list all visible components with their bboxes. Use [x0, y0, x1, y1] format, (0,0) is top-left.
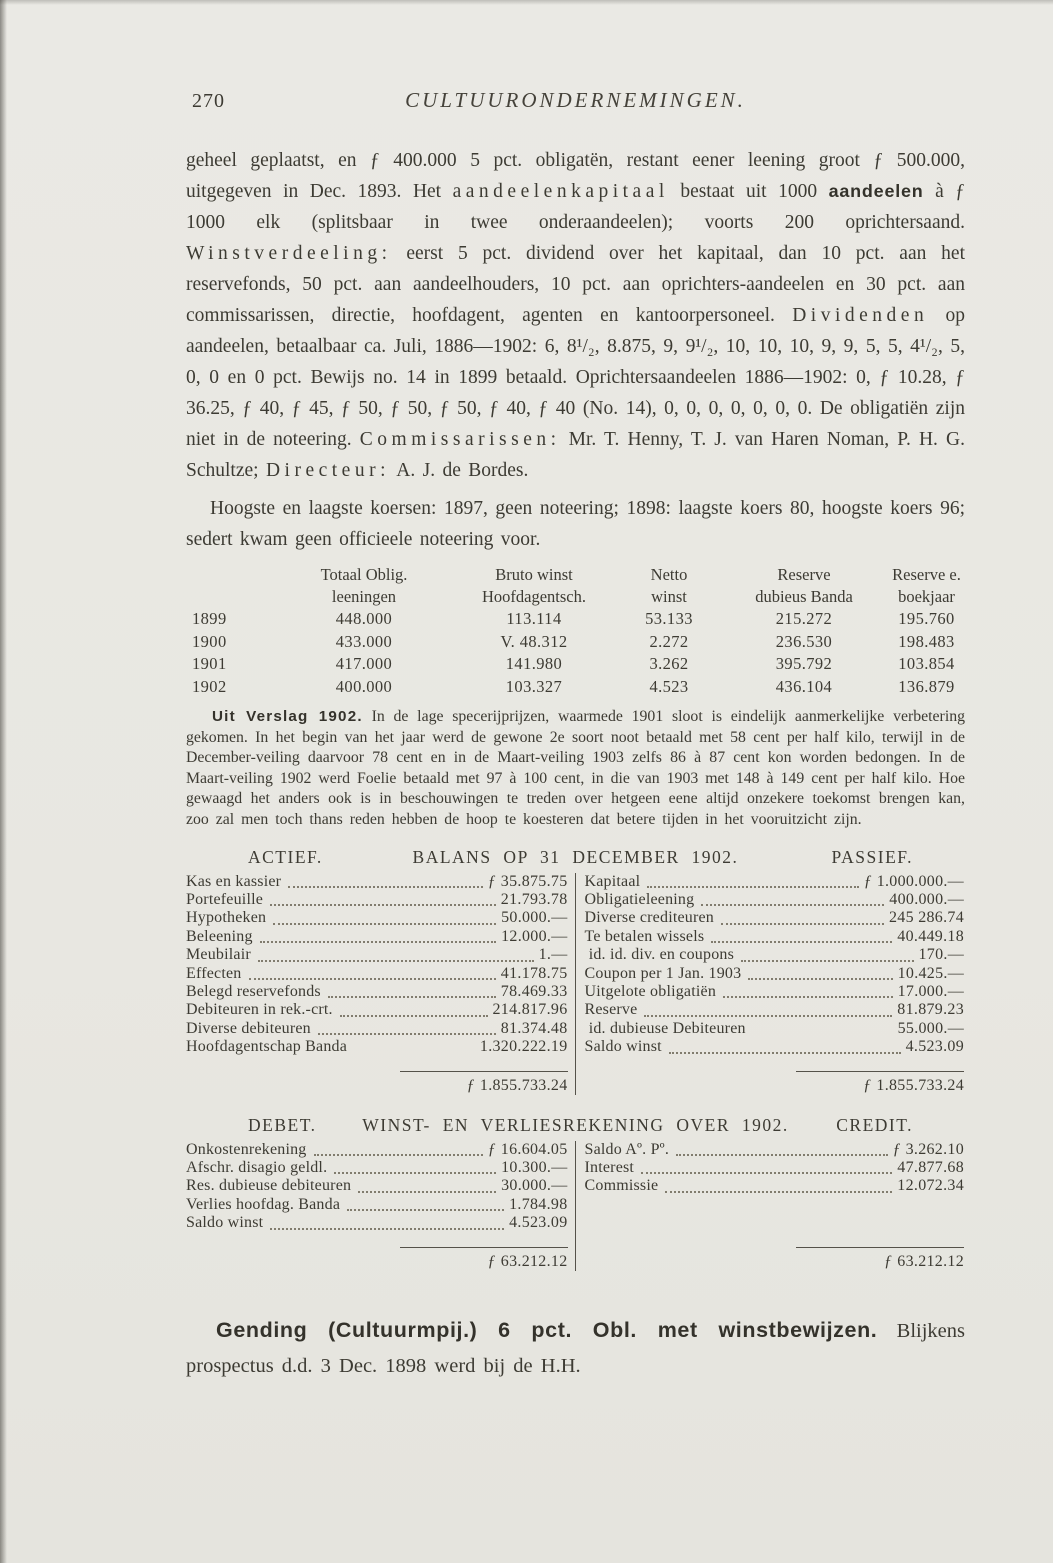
florin-sign: ƒ: [883, 1252, 893, 1270]
florin-sign: ƒ: [863, 872, 872, 890]
header-line: Netto: [650, 565, 688, 584]
ledger-amount: 81.879.23: [897, 1001, 964, 1019]
ledger-row: [585, 1159, 965, 1177]
ledger-label: Diverse crediteuren: [584, 909, 715, 927]
text-segment: geheel geplaatst, en ƒ 400.000 5 pct. obligatën, restant eener leening groot ƒ 500.000, uitgegeven in Dec. 1893. Het: [186, 150, 965, 202]
header-line: Hoofdagentsch.: [481, 587, 586, 606]
dotted-leader: [347, 1209, 504, 1211]
ledger-label: Interest: [584, 1158, 635, 1176]
ledger-row: [186, 946, 568, 964]
ledger-row: [585, 1001, 965, 1019]
gending-paragraph: [186, 1313, 965, 1384]
text-segment: A. J. de Bordes.: [390, 460, 529, 481]
ledger-row: [585, 928, 965, 946]
text-segment: Gending (Cultuurmpij.) 6 pct. Obl. met winstbewijzen.: [216, 1317, 878, 1342]
balans-title-passief: PASSIEF.: [831, 846, 913, 867]
ledger-label: id. id. div. en coupons: [584, 946, 735, 964]
ledger-amount: 55.000.—: [897, 1019, 964, 1037]
ledger-amount: 21.793.78: [500, 890, 568, 908]
ledger-row: [186, 1214, 568, 1232]
dotted-leader: [318, 1033, 496, 1035]
ledger-label: Hoofdagentschap Banda: [186, 1038, 348, 1056]
ledger-amount: 245 286.74: [889, 909, 964, 927]
dotted-leader: [258, 960, 534, 962]
value-cell: 433.000: [335, 631, 393, 651]
ledger-amount: 1.000.000.—: [876, 872, 964, 890]
koersen-paragraph: Hoogste en laagste koersen: 1897, geen noteering; 1898: laagste koers 80, hoogste koers 96; sedert kwam geen officieele noteering voor.: [186, 498, 965, 550]
balans-title-actief: ACTIEF.: [248, 846, 323, 867]
dotted-leader: [273, 923, 496, 925]
wv-debet-column: [186, 1141, 576, 1271]
year-table: [186, 564, 965, 698]
ledger-amount: 81.374.48: [500, 1019, 568, 1037]
ledger-label: Uitgelote obligatiën: [584, 983, 717, 1000]
dotted-leader: [711, 941, 892, 943]
ledger-label: Hypotheken: [186, 909, 267, 927]
ledger-amount: 40.449.18: [897, 927, 964, 945]
ledger-amount: 10.425.—: [897, 964, 964, 982]
text-segment: Winstverdeeling:: [186, 243, 392, 264]
ledger-label: Effecten: [186, 964, 242, 982]
year-table-header: [450, 564, 618, 608]
value-cell: 448.000: [335, 609, 393, 628]
text-segment: Commissarissen:: [359, 429, 561, 450]
value-cell: 141.980: [505, 654, 563, 673]
header-line: winst: [651, 587, 687, 606]
ledger-amount: 12.072.34: [897, 1177, 964, 1195]
ledger-label: Meubilair: [186, 946, 251, 964]
header-line: Totaal Oblig.: [320, 565, 408, 584]
ledger-label: Saldo winst: [186, 1214, 264, 1232]
text-segment: aandeelenkapitaal: [452, 181, 669, 202]
ledger-amount: 1.320.222.19: [479, 1038, 568, 1056]
ledger-row: [585, 965, 965, 983]
dotted-leader: [358, 1191, 496, 1193]
ledger-amount: 4.523.09: [905, 1038, 964, 1056]
total-amount: 1.855.733.24: [479, 1076, 568, 1094]
year-table-row: [186, 653, 965, 676]
dotted-leader: [647, 886, 858, 888]
ledger-row: [186, 1159, 568, 1177]
dotted-leader: [328, 996, 496, 998]
value-cell: 395.792: [775, 654, 833, 673]
balans-actief-column: [186, 873, 576, 1095]
ledger-label: Portefeuille: [186, 890, 264, 908]
ledger-row: [585, 891, 965, 909]
dotted-leader: [260, 941, 496, 943]
header-line: dubieus Banda: [755, 587, 853, 606]
wv-credit-rows: [585, 1141, 965, 1234]
ledger-row: [186, 1020, 568, 1038]
dotted-leader: [644, 1015, 892, 1017]
text-segment: Blijkens prospectus d.d. 3 Dec. 1898 werd bij de H.H.: [186, 1319, 966, 1377]
ledger-row: [186, 983, 568, 1001]
year-cell: 1900: [192, 631, 227, 651]
year-table-header: [278, 564, 450, 608]
value-cell: 103.854: [898, 654, 955, 673]
year-cell: 1902: [192, 676, 227, 696]
florin-sign: ƒ: [863, 1076, 872, 1094]
florin-sign: ƒ: [466, 1076, 475, 1094]
dotted-leader: [748, 978, 892, 980]
dotted-leader: [270, 1228, 504, 1230]
ledger-amount: 3.262.10: [905, 1140, 964, 1158]
ledger-row: [186, 909, 568, 927]
verslag-paragraph: [186, 707, 965, 831]
ledger-label: Commissie: [584, 1177, 659, 1195]
balans-ledger: [186, 873, 965, 1095]
value-cell: 136.879: [898, 676, 955, 696]
value-cell: 198.483: [898, 631, 955, 651]
ledger-amount: 30.000.—: [501, 1177, 568, 1195]
balans-actief-rows: [186, 873, 568, 1058]
ledger-row: [585, 983, 965, 1001]
wv-credit-total: [796, 1247, 964, 1271]
ledger-label: id. dubieuse Debiteuren: [584, 1019, 746, 1037]
year-table-header-row: [186, 564, 965, 608]
header-line: Bruto winst: [495, 565, 573, 584]
year-table-row: [186, 631, 965, 654]
text-segment: eerst 5 pct. dividend over het kapitaal, dan 10 pct. aan het reservefonds, 50 pct. aan aandeelhouders, 10 pct. aan oprichters-aandeelen en 30 pct. aan commissarissen, directie, hoofdagent, agenten en kantoorpersoneel.: [186, 243, 965, 326]
florin-sign: ƒ: [487, 1140, 496, 1158]
ledger-amount: 78.469.33: [500, 983, 568, 1000]
ledger-row: [585, 1141, 965, 1159]
total-amount: 63.212.12: [500, 1252, 568, 1270]
ledger-label: Res. dubieuse debiteuren: [186, 1177, 352, 1195]
page-number: 270: [192, 90, 225, 112]
ledger-row: [585, 946, 965, 964]
ledger-row: [186, 873, 568, 891]
text-segment: Directeur:: [265, 460, 390, 481]
value-cell: 236.530: [775, 631, 833, 651]
year-table-row: [186, 608, 965, 631]
ledger-label: Debiteuren in rek.-crt.: [186, 1001, 333, 1019]
value-cell: 400.000: [335, 676, 393, 696]
value-cell: 215.272: [775, 609, 833, 628]
wv-title-debet: DEBET.: [248, 1114, 317, 1135]
text-segment: aandeelen: [828, 181, 924, 201]
text-segment: bestaat uit 1000: [668, 181, 829, 202]
ledger-amount: 47.877.68: [897, 1158, 964, 1176]
florin-sign: ƒ: [892, 1140, 901, 1158]
dotted-leader: [334, 1172, 496, 1174]
ledger-amount: 16.604.05: [500, 1140, 568, 1158]
year-cell: 1899: [192, 609, 227, 628]
ledger-amount: 1.784.98: [509, 1195, 568, 1213]
ledger-amount: 12.000.—: [501, 927, 568, 945]
book-page: [186, 0, 965, 1384]
ledger-row: [186, 891, 568, 909]
dotted-leader: [701, 904, 884, 906]
ledger-label: Onkostenrekening: [186, 1140, 307, 1158]
ledger-amount: 170.—: [918, 946, 964, 964]
ledger-row: [585, 909, 965, 927]
value-cell: 3.262: [649, 654, 689, 673]
ledger-amount: 1.—: [538, 946, 568, 964]
dotted-leader: [665, 1191, 892, 1193]
text-segment: op aandeelen, betaalbaar ca. Juli, 1886—1902: 6, 8¹/₂, 8.875, 9, 9¹/₂, 10, 10, 10, 9, 9, 5, 5, 4¹/₂, 5, 0, 0 en 0 pct. Bewijs no. 14 in 1899 betaald. Oprichtersaandeelen 1886—1902: 0, ƒ 10.28, ƒ 36.25, ƒ 40, ƒ 45, ƒ 50, ƒ 50, ƒ 50, ƒ 40, ƒ 40 (No. 14), 0, 0, 0, 0, 0, 0, 0. De obligatiën zijn niet in de noteering.: [186, 305, 965, 450]
ledger-label: Saldo Aº. Pº.: [584, 1140, 670, 1158]
balans-actief-total: [400, 1071, 568, 1095]
ledger-label: Kapitaal: [584, 872, 641, 890]
ledger-label: Diverse debiteuren: [186, 1019, 311, 1037]
wv-debet-total: [400, 1247, 568, 1271]
text-segment: Mr. T. Henny, T. J. van Haren Noman, P. H. G. Schultze;: [186, 429, 965, 481]
ledger-row: [585, 1177, 965, 1195]
header-line: boekjaar: [898, 587, 955, 606]
value-cell: 436.104: [775, 676, 833, 696]
year-cell: 1901: [192, 654, 227, 673]
ledger-row: [186, 1177, 568, 1195]
ledger-label: Te betalen wissels: [584, 927, 705, 945]
header-line: Reserve: [777, 565, 831, 584]
balans-title-center: BALANS OP 31 DECEMBER 1902.: [412, 846, 739, 867]
wv-ledger: [186, 1141, 965, 1271]
ledger-row: [585, 1038, 965, 1056]
balans-titles: [186, 847, 965, 868]
dotted-leader: [676, 1154, 888, 1156]
year-table-header: [618, 564, 720, 608]
ledger-label: Kas en kassier: [186, 872, 282, 890]
text-segment: Dividenden: [792, 305, 929, 326]
ledger-row: [186, 1141, 568, 1159]
ledger-label: Belegd reservefonds: [186, 983, 321, 1000]
ledger-label: Verlies hoofdag. Banda: [186, 1195, 341, 1213]
ledger-amount: 41.178.75: [500, 964, 568, 982]
dotted-leader: [723, 996, 893, 998]
ledger-amount: 35.875.75: [500, 872, 568, 890]
value-cell: 53.133: [645, 609, 693, 628]
ledger-row: [186, 1196, 568, 1214]
value-cell: 103.327: [505, 676, 563, 696]
running-head: [186, 88, 965, 118]
value-cell: 195.760: [898, 609, 955, 628]
dotted-leader: [340, 1015, 488, 1017]
dotted-leader: [249, 978, 496, 980]
ledger-label: Obligatieleening: [584, 890, 695, 908]
ledger-row: [186, 928, 568, 946]
dotted-leader: [741, 960, 913, 962]
ledger-label: Beleening: [186, 927, 253, 945]
wv-credit-column: [576, 1141, 966, 1271]
intro-paragraph: [186, 145, 965, 486]
ledger-row: [585, 873, 965, 891]
florin-sign: ƒ: [487, 1252, 496, 1270]
dotted-leader: [288, 886, 483, 888]
year-table-header: [888, 564, 965, 608]
year-table-header: [186, 564, 278, 608]
value-cell: 417.000: [335, 654, 393, 673]
dotted-leader: [641, 1172, 892, 1174]
wv-titles: [186, 1115, 965, 1136]
value-cell: 2.272: [649, 631, 689, 651]
wv-title-credit: CREDIT.: [836, 1114, 913, 1135]
balans-passief-rows: [585, 873, 965, 1058]
ledger-amount: 17.000.—: [897, 983, 964, 1000]
balans-passief-column: [576, 873, 966, 1095]
year-table-row: [186, 676, 965, 699]
verslag-text: In de lage specerijprijzen, waarmede 1901 sloot is eindelijk aanmerkelijke verbetering gekomen. In het begin van het jaar werd de gewone 2e soort noot betaald met 58 cent per half kilo, terwijl in de December-veiling daarvoor 78 cent en in de Maart-veiling 1903 zelfs 86 à 87 cent kon worden bedongen. In de Maart-veiling 1902 werd Foelie betaald met 97 à 100 cent, in die van 1903 met 148 à 149 cent per half kilo. Hoe gewaagd het anders ook is in beschouwingen te treden over hetgeen eene altijd onzekere toekomst brengen kan, zoo zal men toch thans reden hebben de hoop te koesteren dat betere tijden in het vooruitzicht zijn.: [186, 708, 965, 828]
dotted-leader: [721, 923, 884, 925]
header-line: leeningen: [331, 587, 397, 606]
ledger-label: Saldo winst: [584, 1038, 662, 1056]
florin-sign: ƒ: [487, 872, 496, 890]
wv-debet-rows: [186, 1141, 568, 1234]
total-amount: 63.212.12: [897, 1252, 964, 1270]
text-segment: à ƒ 1000 elk (splitsbaar in twee onderaandeelen); voorts 200 oprichtersaand.: [186, 181, 965, 233]
ledger-row: [186, 1001, 568, 1019]
ledger-label: Reserve: [584, 1001, 638, 1019]
wv-title-center: WINST- EN VERLIESREKENING OVER 1902.: [362, 1114, 789, 1135]
ledger-amount: 4.523.09: [509, 1214, 568, 1232]
header-line: Reserve e.: [892, 565, 961, 584]
verslag-lead: Uit Verslag 1902.: [212, 708, 363, 725]
ledger-amount: 214.817.96: [492, 1001, 568, 1019]
ledger-row: [585, 1020, 965, 1038]
dotted-leader: [270, 904, 496, 906]
value-cell: 113.114: [506, 609, 562, 628]
ledger-amount: 50.000.—: [501, 909, 568, 927]
ledger-row: [186, 1038, 568, 1056]
running-title: CULTUURONDERNEMINGEN.: [405, 88, 746, 112]
total-amount: 1.855.733.24: [876, 1076, 964, 1094]
ledger-amount: 10.300.—: [501, 1158, 568, 1176]
dotted-leader: [314, 1154, 483, 1156]
balans-passief-total: [796, 1071, 964, 1095]
dotted-leader: [669, 1052, 901, 1054]
ledger-label: Afschr. disagio geldl.: [186, 1158, 328, 1176]
ledger-amount: 400.000.—: [889, 890, 964, 908]
ledger-label: Coupon per 1 Jan. 1903: [584, 964, 742, 982]
year-table-header: [720, 564, 888, 608]
value-cell: 4.523: [649, 676, 689, 696]
value-cell: V. 48.312: [500, 631, 568, 651]
ledger-row: [186, 965, 568, 983]
